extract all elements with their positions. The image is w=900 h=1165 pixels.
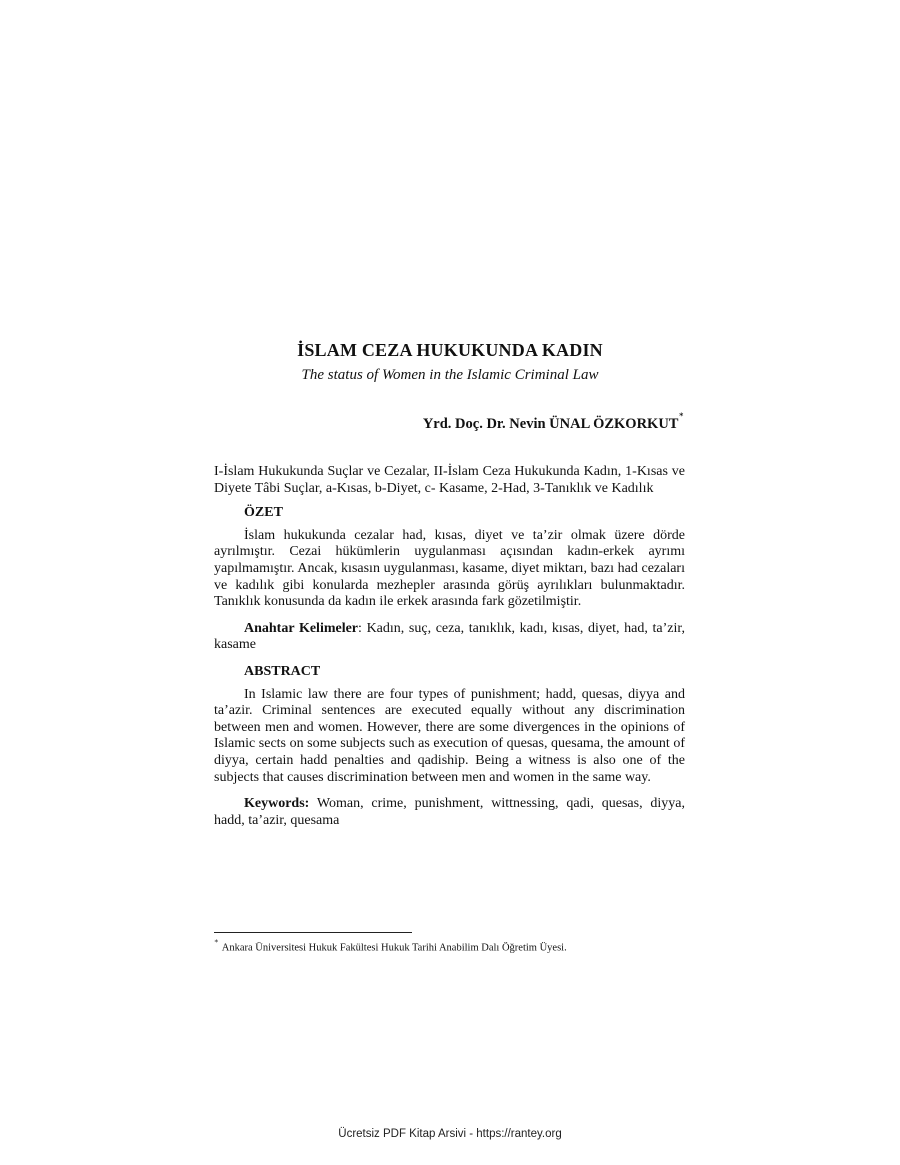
footnote-mark: ∗ [214, 937, 219, 945]
abstract-heading: ABSTRACT [244, 663, 321, 679]
paper-title: İSLAM CEZA HUKUKUNDA KADIN [297, 340, 603, 360]
footnote-text: Ankara Üniversitesi Hukuk Fakültesi Hukuk Tarihi Anabilim Dalı Öğretim Üyesi. [221, 942, 567, 954]
footnote-separator [214, 932, 412, 933]
watermark-text: Ücretsiz PDF Kitap Arsivi - https://rantey.org [338, 1128, 562, 1140]
keywords [214, 796, 685, 829]
anahtar-kelimeler-label: Anahtar Kelimeler [244, 620, 359, 636]
table-of-contents: I-İslam Hukukunda Suçlar ve Cezalar, II-İslam Ceza Hukukunda Kadın, 1-Kısas ve Diyete Tâbi Suçlar, a-Kısas, b-Diyet, c- Kasame, 2-Had, 3-Tanıklık ve Kadılık [214, 464, 685, 496]
anahtar-kelimeler-text: : Kadın, suç, ceza, tanıklık, kadı, kısas, diyet, had, ta’zir, kasame [214, 620, 685, 653]
keywords-text: Woman, crime, punishment, wittnessing, qadi, quesas, diyya, hadd, ta’azir, quesama [214, 796, 685, 828]
article-body [214, 464, 685, 839]
paper-subtitle: The status of Women in the Islamic Criminal Law [301, 367, 599, 383]
ozet-paragraph: İslam hukukunda cezalar had, kısas, diyet ve ta’zir olmak üzere dörde ayrılmıştır. Cezai hükümlerin uygulanması açısından kadın-erkek ayrımı yapılmamıştır. Ancak, kısasın uygulanması, kasame, diyet miktarı, bazı had cezaları ve kadılık gibi konularda mezhepler arasında görüş ayrılıkları bulunmaktadır. Tanıklık konusunda da kadın ile erkek arasında fark gözetilmiştir. [214, 527, 685, 610]
ozet-heading: ÖZET [244, 505, 283, 521]
author-line [422, 410, 684, 433]
author-footnote-mark[interactable]: ∗ [678, 410, 684, 419]
abstract-paragraph: In Islamic law there are four types of punishment; hadd, quesas, diyya and ta’azir. Criminal sentences are executed equally without any discrimination between men and women. However, there are some divergences in the opinions of Islamic sects on some subjects such as execution of quesas, quesama, the amount of diyya, certain hadd penalties and qadiship. Being a witness is also one of the subjects that causes discrimination between men and women in the same way. [214, 686, 685, 785]
keywords-label: Keywords: [244, 796, 310, 812]
anahtar-kelimeler [214, 621, 685, 654]
footnote [214, 937, 567, 954]
author-name: Yrd. Doç. Dr. Nevin ÜNAL ÖZKORKUT [422, 415, 679, 432]
